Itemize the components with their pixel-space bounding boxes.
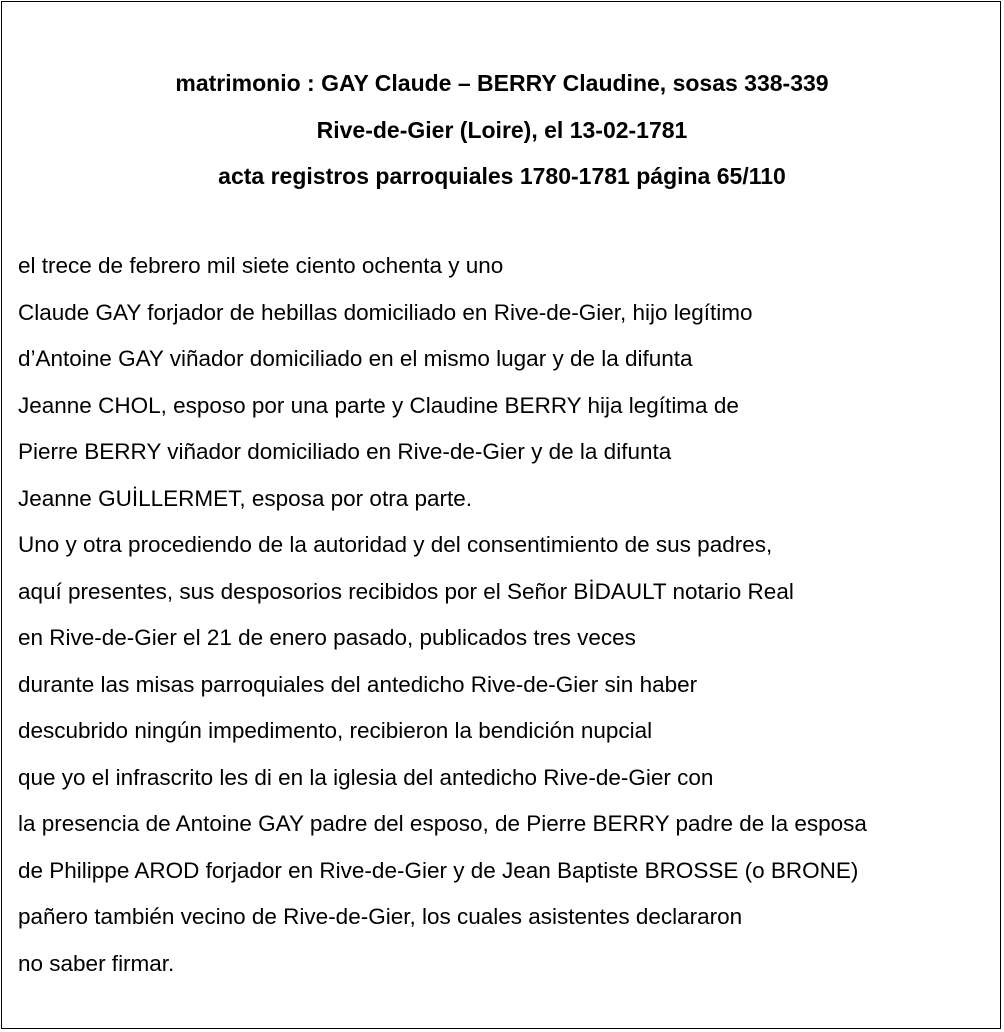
document-body <box>18 243 998 987</box>
body-line: no saber firmar. <box>18 950 175 976</box>
document-place-date: Rive-de-Gier (Loire), el 13-02-1781 <box>316 117 688 143</box>
body-line: en Rive-de-Gier el 21 de enero pasado, publicados tres veces <box>18 625 636 650</box>
document-frame <box>1 1 1001 1029</box>
body-line: d’Antoine GAY viñador domiciliado en el mismo lugar y de la difunta <box>18 346 693 371</box>
body-line: que yo el infrascrito les di en la iglesia del antedicho Rive-de-Gier con <box>18 764 714 790</box>
body-line: Jeanne GUİLLERMET, esposa por otra parte. <box>18 485 472 511</box>
body-line: Pierre BERRY viñador domiciliado en Rive-de-Gier y de la difunta <box>18 439 672 464</box>
body-line: el trece de febrero mil siete ciento ochenta y uno <box>18 253 504 278</box>
body-line: aquí presentes, sus desposorios recibidos por el Señor BİDAULT notario Real <box>18 578 794 604</box>
document-source-reference: acta registros parroquiales 1780-1781 página 65/110 <box>218 163 786 189</box>
body-line: la presencia de Antoine GAY padre del esposo, de Pierre BERRY padre de la esposa <box>18 811 867 836</box>
document-title: matrimonio : GAY Claude – BERRY Claudine, sosas 338-339 <box>175 70 829 96</box>
body-line: descubrido ningún impedimento, recibieron la bendición nupcial <box>18 718 653 743</box>
body-line: de Philippe AROD forjador en Rive-de-Gier y de Jean Baptiste BROSSE (o BRONE) <box>18 857 859 883</box>
body-line: durante las misas parroquiales del antedicho Rive-de-Gier sin haber <box>18 671 698 697</box>
body-line: pañero también vecino de Rive-de-Gier, los cuales asistentes declararon <box>18 904 743 929</box>
body-line: Uno y otra procediendo de la autoridad y del consentimiento de sus padres, <box>18 532 773 557</box>
body-line: Jeanne CHOL, esposo por una parte y Claudine BERRY hija legítima de <box>18 392 739 418</box>
body-line: Claude GAY forjador de hebillas domiciliado en Rive-de-Gier, hijo legítimo <box>18 299 753 325</box>
